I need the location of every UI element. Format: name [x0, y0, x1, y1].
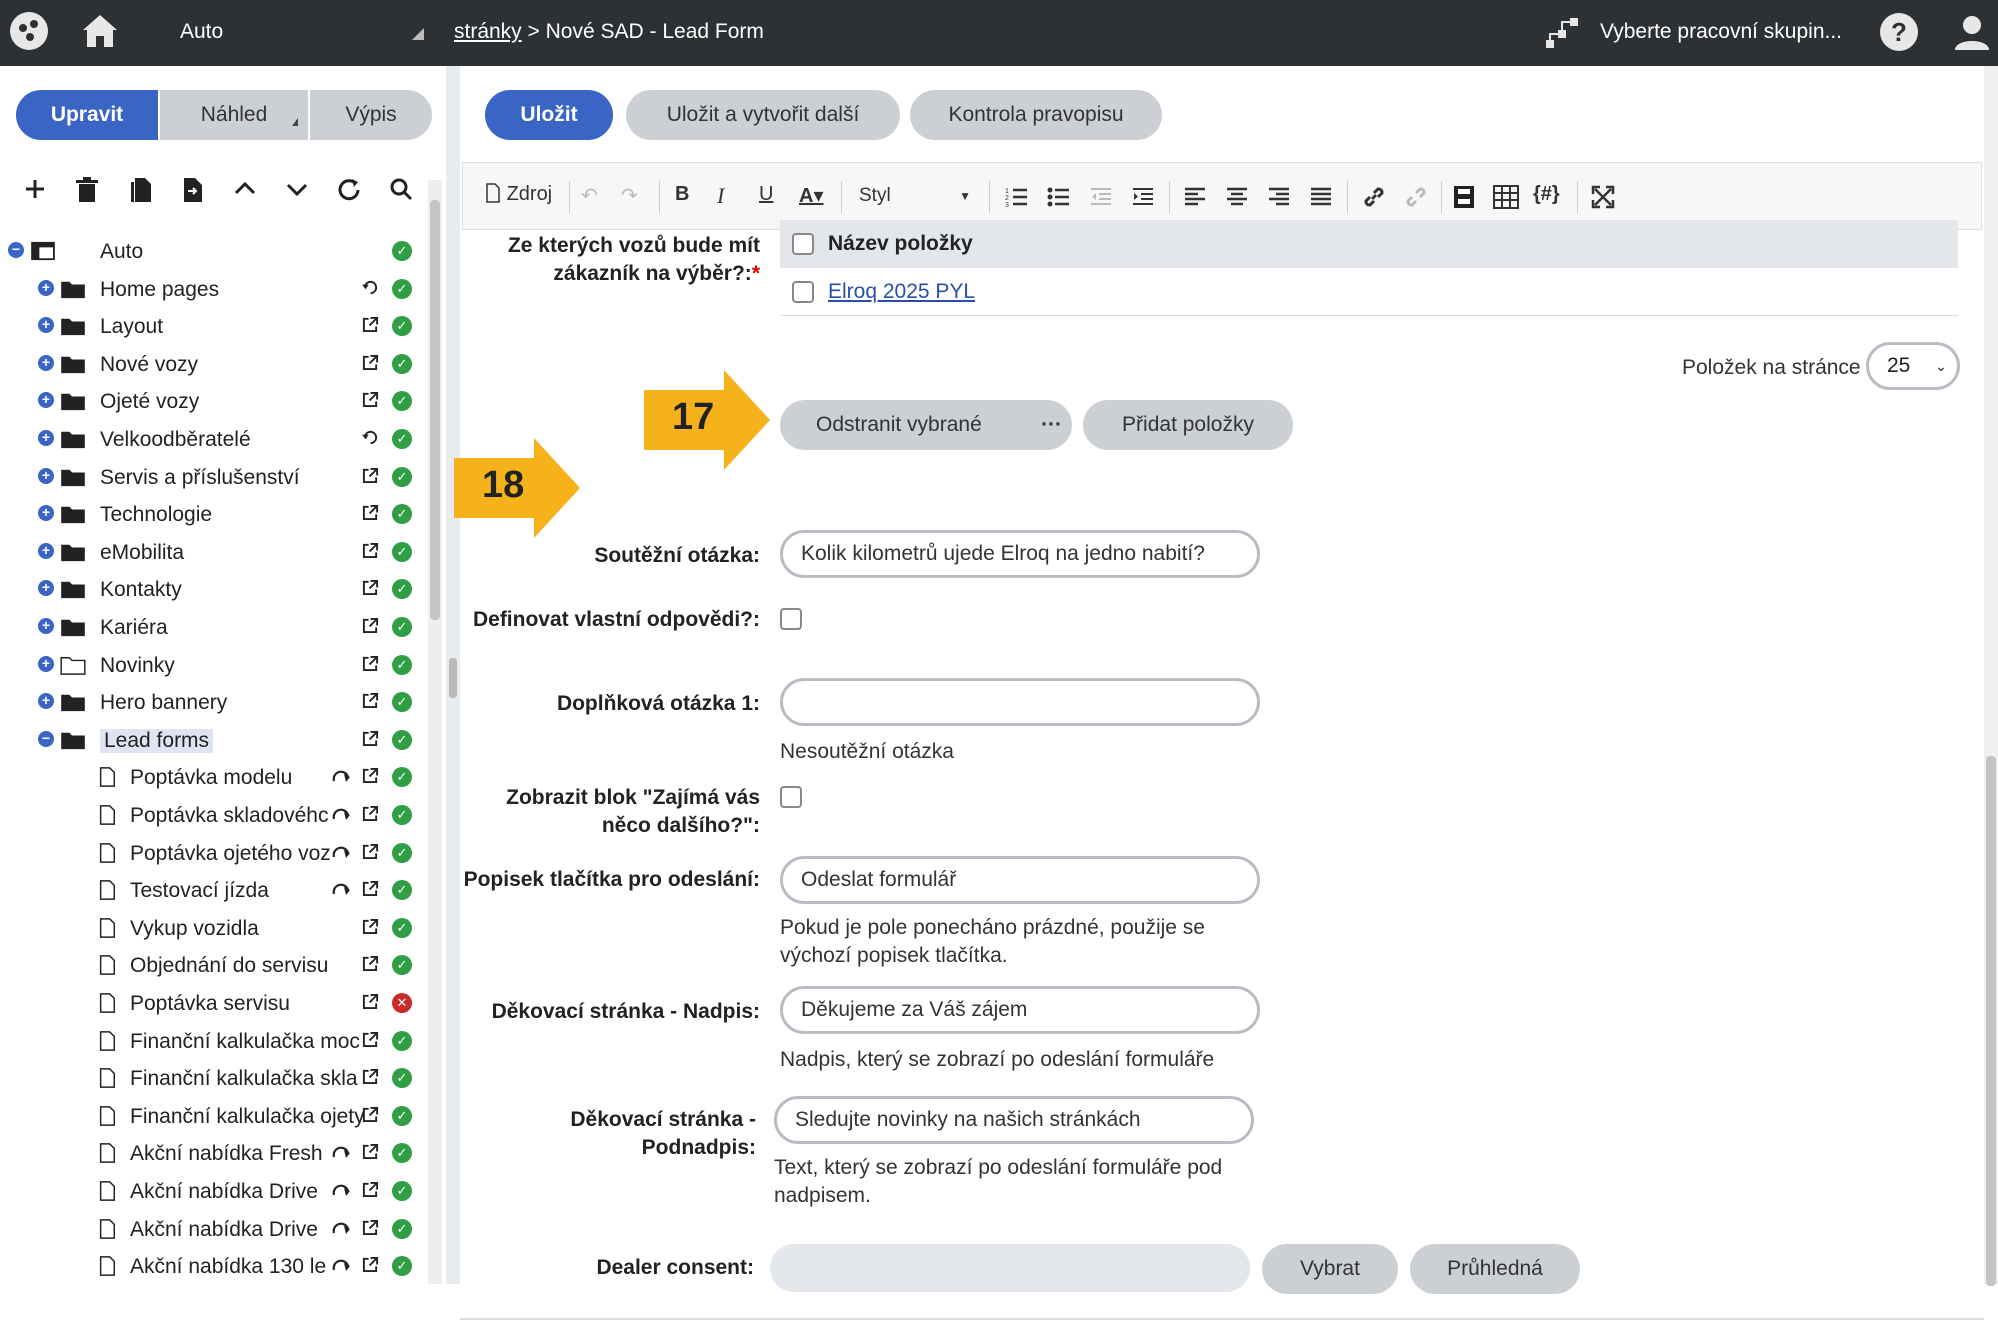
- tree-item[interactable]: [0, 420, 430, 457]
- tab-list[interactable]: Výpis: [310, 90, 432, 140]
- open-external-icon[interactable]: [362, 767, 379, 784]
- thanks-title-input[interactable]: Děkujeme za Váš zájem: [780, 986, 1260, 1034]
- submit-label-hint: Pokud je pole ponecháno prázdné, použije se výchozí popisek tlačítka.: [780, 916, 1205, 967]
- published-check-icon: ✓: [392, 1068, 412, 1088]
- submit-label-label: Popisek tlačítka pro odeslání:: [463, 868, 760, 891]
- breadcrumb: [454, 20, 764, 44]
- source-label: Zdroj: [506, 183, 553, 205]
- link-icon[interactable]: [1361, 183, 1387, 211]
- open-external-icon[interactable]: [362, 955, 379, 972]
- published-check-icon: ✓: [392, 429, 412, 449]
- tree-item-label: Nové vozy: [100, 352, 199, 376]
- page-icon: [94, 1256, 120, 1276]
- undo-icon[interactable]: ↶: [581, 185, 598, 207]
- open-external-icon[interactable]: [362, 805, 379, 822]
- spellcheck-button[interactable]: Kontrola pravopisu: [910, 90, 1162, 140]
- page-icon: [94, 1106, 120, 1126]
- open-external-icon[interactable]: [362, 1256, 379, 1273]
- table-row: [780, 268, 1958, 316]
- redirect-icon: [332, 806, 352, 822]
- refresh-icon[interactable]: [332, 176, 366, 210]
- question-input[interactable]: Kolik kilometrů ujede Elroq na jedno nabití?: [780, 530, 1260, 578]
- align-right-icon[interactable]: [1267, 183, 1291, 211]
- tree-item-label: Auto: [100, 240, 144, 263]
- dealer-consent-label: Dealer consent:: [596, 1256, 754, 1279]
- tree-item-label: Poptávka servisu: [130, 992, 290, 1015]
- move-up-icon[interactable]: [228, 176, 262, 210]
- svg-text:2: 2: [1005, 195, 1009, 202]
- show-block-checkbox[interactable]: [780, 786, 802, 808]
- add-icon[interactable]: [18, 176, 52, 210]
- open-external-icon[interactable]: [362, 542, 379, 559]
- open-external-icon[interactable]: [362, 655, 379, 672]
- tree-item[interactable]: [0, 984, 430, 1021]
- tree-item-label: Objednání do servisu: [130, 954, 329, 978]
- expand-icon[interactable]: +: [38, 468, 54, 484]
- tree-item[interactable]: [0, 758, 430, 795]
- open-external-icon[interactable]: [362, 730, 379, 747]
- source-icon: [485, 183, 501, 203]
- trash-icon[interactable]: [70, 176, 104, 210]
- italic-icon[interactable]: I: [717, 183, 725, 208]
- table-icon[interactable]: [1493, 183, 1519, 211]
- view-mode-tabs: [16, 90, 432, 140]
- page-icon: [94, 1181, 120, 1201]
- published-check-icon: ✓: [392, 918, 412, 938]
- page-icon: [94, 805, 120, 825]
- underline-icon[interactable]: U: [759, 183, 774, 205]
- open-external-icon[interactable]: [362, 843, 379, 860]
- toolbar-separator: [569, 181, 570, 213]
- page-icon: [94, 1031, 120, 1051]
- move-down-icon[interactable]: [280, 176, 314, 210]
- page-icon: [94, 843, 120, 863]
- unpublished-x-icon: ✕: [392, 993, 412, 1013]
- expand-icon[interactable]: +: [38, 317, 54, 333]
- published-check-icon: ✓: [392, 843, 412, 863]
- expand-icon[interactable]: +: [38, 580, 54, 596]
- code-icon[interactable]: {#}: [1533, 183, 1560, 205]
- copy-icon[interactable]: [124, 176, 158, 210]
- left-panel: [0, 66, 450, 1284]
- select-all-checkbox[interactable]: [792, 233, 814, 255]
- required-mark: *: [751, 262, 760, 285]
- tree-item-label: eMobilita: [100, 540, 185, 564]
- page-icon: [94, 1143, 120, 1163]
- breadcrumb-separator: >: [527, 20, 540, 43]
- expand-icon[interactable]: +: [38, 355, 54, 371]
- tree-item[interactable]: [0, 1059, 430, 1096]
- main-scrollbar-thumb[interactable]: [1986, 756, 1996, 1286]
- expand-icon[interactable]: +: [38, 430, 54, 446]
- save-button[interactable]: Uložit: [485, 90, 613, 140]
- item-link[interactable]: Elroq 2025 PYL: [828, 280, 976, 303]
- dealer-consent-input[interactable]: [770, 1244, 1250, 1292]
- open-external-icon[interactable]: [362, 1031, 379, 1048]
- add-items-button[interactable]: Přidat položky: [1083, 400, 1293, 450]
- page-icon: [94, 767, 120, 787]
- open-external-icon[interactable]: [362, 1143, 379, 1160]
- tree-item-label: Velkoodběratelé: [100, 428, 251, 451]
- published-check-icon: ✓: [392, 354, 412, 374]
- justify-icon[interactable]: [1309, 183, 1333, 211]
- open-external-icon[interactable]: [362, 617, 379, 634]
- published-check-icon: ✓: [392, 617, 412, 637]
- callout-number-17: 17: [672, 396, 715, 438]
- tree-item-label: Kontakty: [100, 578, 182, 602]
- home-icon[interactable]: [80, 12, 120, 50]
- published-check-icon: ✓: [392, 1106, 412, 1126]
- tree-item-label: Poptávka modelu: [130, 766, 293, 790]
- tree-item[interactable]: [0, 307, 430, 344]
- folder-icon: [60, 467, 86, 487]
- page-icon: [94, 955, 120, 975]
- published-check-icon: ✓: [392, 279, 412, 299]
- folder-icon: [60, 730, 86, 750]
- tree-item-label: Home pages: [100, 277, 220, 301]
- choose-button[interactable]: Vybrat: [1262, 1244, 1398, 1294]
- row-checkbox[interactable]: [792, 281, 814, 303]
- published-check-icon: ✓: [392, 579, 412, 599]
- site-selector[interactable]: Auto: [180, 20, 224, 43]
- tree-item[interactable]: [0, 683, 430, 720]
- tree-item-label: Hero bannery: [100, 691, 228, 715]
- tree-item[interactable]: [0, 909, 430, 946]
- show-block-label: Zobrazit blok "Zajímá vás něco dalšího?":: [506, 786, 760, 837]
- toolbar-separator: [841, 181, 842, 213]
- folder-icon: [60, 391, 86, 411]
- open-external-icon[interactable]: [362, 391, 379, 408]
- published-check-icon: ✓: [392, 692, 412, 712]
- tree-toolbar: [18, 176, 418, 216]
- published-check-icon: ✓: [392, 1143, 412, 1163]
- per-page-label: Položek na stránce: [1682, 356, 1861, 379]
- published-check-icon: ✓: [392, 391, 412, 411]
- tab-preview[interactable]: Náhled: [160, 90, 308, 140]
- page-icon: [94, 1068, 120, 1088]
- expand-icon[interactable]: +: [38, 280, 54, 296]
- extra-question-input[interactable]: [780, 678, 1260, 726]
- page-move-icon[interactable]: [176, 176, 210, 210]
- page-icon: [94, 918, 120, 938]
- tree-scrollbar[interactable]: [428, 180, 442, 1284]
- search-icon[interactable]: [384, 176, 418, 210]
- redirect-icon: [332, 768, 352, 784]
- bullet-list-icon[interactable]: [1047, 183, 1071, 211]
- tree-item[interactable]: [0, 232, 430, 269]
- svg-text:1: 1: [1005, 188, 1009, 195]
- items-table-header: [780, 220, 1958, 268]
- transparent-button[interactable]: Průhledná: [1410, 1244, 1580, 1294]
- open-external-icon[interactable]: [362, 993, 379, 1010]
- tree-item[interactable]: [0, 871, 430, 908]
- published-check-icon: ✓: [392, 1031, 412, 1051]
- tree-item-label: Novinky: [100, 653, 175, 677]
- tree-item[interactable]: [0, 1134, 430, 1171]
- tree-item-label: Servis a příslušenství: [100, 465, 300, 489]
- breadcrumb-link[interactable]: stránky: [454, 20, 522, 43]
- redirect-icon: [332, 881, 352, 897]
- toolbar-separator: [1441, 181, 1442, 213]
- tree-item[interactable]: [0, 646, 430, 683]
- toolbar-separator: [1577, 181, 1578, 213]
- align-left-icon[interactable]: [1183, 183, 1207, 211]
- source-button[interactable]: [485, 183, 552, 211]
- toolbar-separator: [1347, 181, 1348, 213]
- tree-item[interactable]: [0, 1172, 430, 1209]
- published-check-icon: ✓: [392, 1256, 412, 1276]
- main-scrollbar[interactable]: [1984, 66, 1998, 1284]
- callout-number-18: 18: [482, 464, 525, 506]
- page-icon: [94, 880, 120, 900]
- tree-item[interactable]: [0, 495, 430, 532]
- open-external-icon[interactable]: [362, 354, 379, 371]
- app-logo-icon[interactable]: [10, 12, 48, 50]
- toolbar-separator: [989, 181, 990, 213]
- tree-scrollbar-thumb[interactable]: [430, 200, 440, 620]
- folder-icon: [60, 429, 86, 449]
- tree-item[interactable]: [0, 834, 430, 871]
- workgroup-icon[interactable]: [1544, 12, 1584, 52]
- open-external-icon[interactable]: [362, 579, 379, 596]
- more-options-icon[interactable]: ···: [1041, 413, 1062, 436]
- page-icon: [94, 1219, 120, 1239]
- folder-icon: [60, 542, 86, 562]
- published-check-icon: ✓: [392, 241, 412, 261]
- expand-icon[interactable]: +: [38, 693, 54, 709]
- outdent-icon[interactable]: [1089, 183, 1113, 211]
- page-icon: [94, 993, 120, 1013]
- tree-item[interactable]: [0, 608, 430, 645]
- tree-item[interactable]: [0, 946, 430, 983]
- open-external-icon[interactable]: [362, 918, 379, 935]
- expand-icon[interactable]: +: [38, 543, 54, 559]
- folder-icon: [60, 692, 86, 712]
- align-center-icon[interactable]: [1225, 183, 1249, 211]
- media-icon[interactable]: [1453, 183, 1475, 211]
- published-check-icon: ✓: [392, 316, 412, 336]
- main-panel: [460, 66, 1998, 1284]
- vehicles-label-text: Ze kterých vozů bude mít zákazník na výběr?:: [507, 234, 760, 285]
- tree-item[interactable]: [0, 796, 430, 833]
- tree-item[interactable]: [0, 458, 430, 495]
- published-check-icon: ✓: [392, 1181, 412, 1201]
- chevron-down-icon: ▼: [959, 189, 971, 203]
- fullscreen-icon[interactable]: [1591, 183, 1615, 211]
- style-dropdown[interactable]: [849, 179, 979, 213]
- open-external-icon[interactable]: [362, 1106, 379, 1123]
- tree-item-label: Finanční kalkulačka skla: [130, 1067, 358, 1091]
- custom-answers-checkbox[interactable]: [780, 608, 802, 630]
- redirect-icon: [332, 1144, 352, 1160]
- published-check-icon: ✓: [392, 880, 412, 900]
- tree-item-label: Akční nabídka Fresh: [130, 1142, 323, 1166]
- undo-icon[interactable]: [362, 279, 379, 296]
- top-bar: [0, 0, 1998, 66]
- expand-icon[interactable]: +: [38, 505, 54, 521]
- thanks-subtitle-input[interactable]: Sledujte novinky na našich stránkách: [774, 1096, 1254, 1144]
- expand-icon[interactable]: +: [38, 656, 54, 672]
- thanks-subtitle-hint: Text, který se zobrazí po odeslání formuláře pod nadpisem.: [774, 1156, 1223, 1207]
- custom-answers-label: Definovat vlastní odpovědi?:: [472, 608, 760, 631]
- panel-splitter[interactable]: [446, 66, 460, 1284]
- breadcrumb-current: Nové SAD - Lead Form: [545, 20, 764, 43]
- bold-icon[interactable]: B: [675, 183, 690, 205]
- remove-selected-button[interactable]: [780, 400, 1072, 450]
- open-external-icon[interactable]: [362, 692, 379, 709]
- tree-item-label: Vykup vozidla: [130, 916, 259, 940]
- numbered-list-icon[interactable]: [1005, 183, 1029, 211]
- submit-label-input[interactable]: Odeslat formulář: [780, 856, 1260, 904]
- toolbar-separator: [1169, 181, 1170, 213]
- open-external-icon[interactable]: [362, 504, 379, 521]
- save-and-new-button[interactable]: Uložit a vytvořit další: [626, 90, 900, 140]
- indent-icon[interactable]: [1131, 183, 1155, 211]
- tree-item[interactable]: [0, 1022, 430, 1059]
- tree-item-label: Layout: [100, 315, 164, 339]
- open-external-icon[interactable]: [362, 316, 379, 333]
- svg-text:3: 3: [1005, 202, 1009, 209]
- tree-item-label: Finanční kalkulačka moc: [130, 1029, 360, 1053]
- redirect-icon: [332, 1182, 352, 1198]
- redirect-icon: [332, 1220, 352, 1236]
- site-icon: [30, 241, 56, 261]
- tree-item[interactable]: [0, 570, 430, 607]
- redirect-icon: [332, 844, 352, 860]
- open-external-icon[interactable]: [362, 880, 379, 897]
- undo-icon[interactable]: [362, 429, 379, 446]
- splitter-grip[interactable]: [449, 658, 457, 698]
- tree-item-label: Ojeté vozy: [100, 390, 200, 414]
- tree-item-label: Akční nabídka Drive: [130, 1217, 318, 1241]
- open-external-icon[interactable]: [362, 1181, 379, 1198]
- collapse-icon[interactable]: −: [38, 731, 54, 747]
- published-check-icon: ✓: [392, 730, 412, 750]
- per-page-value: 25: [1887, 354, 1911, 377]
- published-check-icon: ✓: [392, 955, 412, 975]
- published-check-icon: ✓: [392, 1219, 412, 1239]
- thanks-title-label: Děkovací stránka - Nadpis:: [491, 1000, 760, 1023]
- tree-item-label: Poptávka ojetého voz: [130, 841, 331, 865]
- thanks-subtitle-label: Děkovací stránka - Podnadpis:: [570, 1108, 756, 1159]
- workgroup-selector[interactable]: Vyberte pracovní skupin...: [1600, 20, 1843, 43]
- tree-item[interactable]: [0, 1247, 430, 1284]
- redirect-icon: [332, 1257, 352, 1273]
- folder-icon: [60, 579, 86, 599]
- column-item-name: Název položky: [828, 232, 973, 255]
- tree-item[interactable]: [0, 1097, 430, 1134]
- collapse-icon[interactable]: −: [8, 242, 24, 258]
- tree-item[interactable]: [0, 721, 430, 758]
- unlink-icon[interactable]: [1403, 183, 1429, 211]
- folder-icon: [60, 354, 86, 374]
- help-icon[interactable]: ?: [1880, 13, 1918, 51]
- published-check-icon: ✓: [392, 504, 412, 524]
- tree-item-label: Poptávka skladovéhc: [130, 804, 329, 827]
- open-external-icon[interactable]: [362, 1068, 379, 1085]
- published-check-icon: ✓: [392, 542, 412, 562]
- tree-item-label: Akční nabídka 130 le: [130, 1255, 327, 1279]
- open-external-icon[interactable]: [362, 467, 379, 484]
- published-check-icon: ✓: [392, 805, 412, 825]
- tree-item-label: Technologie: [100, 503, 213, 527]
- tree-item-label: Testovací jízda: [130, 879, 269, 903]
- published-check-icon: ✓: [392, 767, 412, 787]
- tree-item[interactable]: [0, 533, 430, 570]
- tree-item-label: Lead forms: [100, 729, 213, 753]
- site-caret-icon[interactable]: [412, 28, 424, 40]
- page-tree: [0, 232, 430, 1284]
- folder-outline-icon: [60, 655, 86, 675]
- per-page-select[interactable]: [1866, 342, 1960, 390]
- user-icon[interactable]: [1952, 12, 1992, 52]
- tab-edit[interactable]: Upravit: [16, 90, 158, 140]
- chevron-down-icon: ⌄: [1935, 358, 1947, 374]
- folder-icon: [60, 316, 86, 336]
- extra-question-label: Doplňková otázka 1:: [556, 692, 760, 715]
- text-color-icon[interactable]: A▾: [799, 185, 824, 207]
- question-label: Soutěžní otázka:: [594, 544, 760, 567]
- expand-icon[interactable]: +: [38, 618, 54, 634]
- published-check-icon: ✓: [392, 655, 412, 675]
- tree-item-label: Akční nabídka Drive: [130, 1180, 318, 1203]
- tree-item[interactable]: [0, 270, 430, 307]
- published-check-icon: ✓: [392, 467, 412, 487]
- folder-icon: [60, 504, 86, 524]
- remove-selected-label: Odstranit vybrané: [816, 413, 982, 436]
- expand-icon[interactable]: +: [38, 392, 54, 408]
- tree-item[interactable]: [0, 1210, 430, 1247]
- style-dropdown-value: Styl: [859, 185, 891, 206]
- open-external-icon[interactable]: [362, 1219, 379, 1236]
- folder-icon: [60, 617, 86, 637]
- toolbar-separator: [659, 181, 660, 213]
- extra-question-hint: Nesoutěžní otázka: [780, 740, 954, 763]
- folder-icon: [60, 279, 86, 299]
- redo-icon[interactable]: ↷: [621, 185, 638, 207]
- tree-item[interactable]: [0, 382, 430, 419]
- tree-item-label: Finanční kalkulačka ojety: [130, 1104, 365, 1128]
- thanks-title-hint: Nadpis, který se zobrazí po odeslání formuláře: [780, 1048, 1215, 1071]
- vehicles-label: [460, 232, 760, 288]
- tree-item[interactable]: [0, 345, 430, 382]
- tree-item-label: Kariéra: [100, 616, 168, 639]
